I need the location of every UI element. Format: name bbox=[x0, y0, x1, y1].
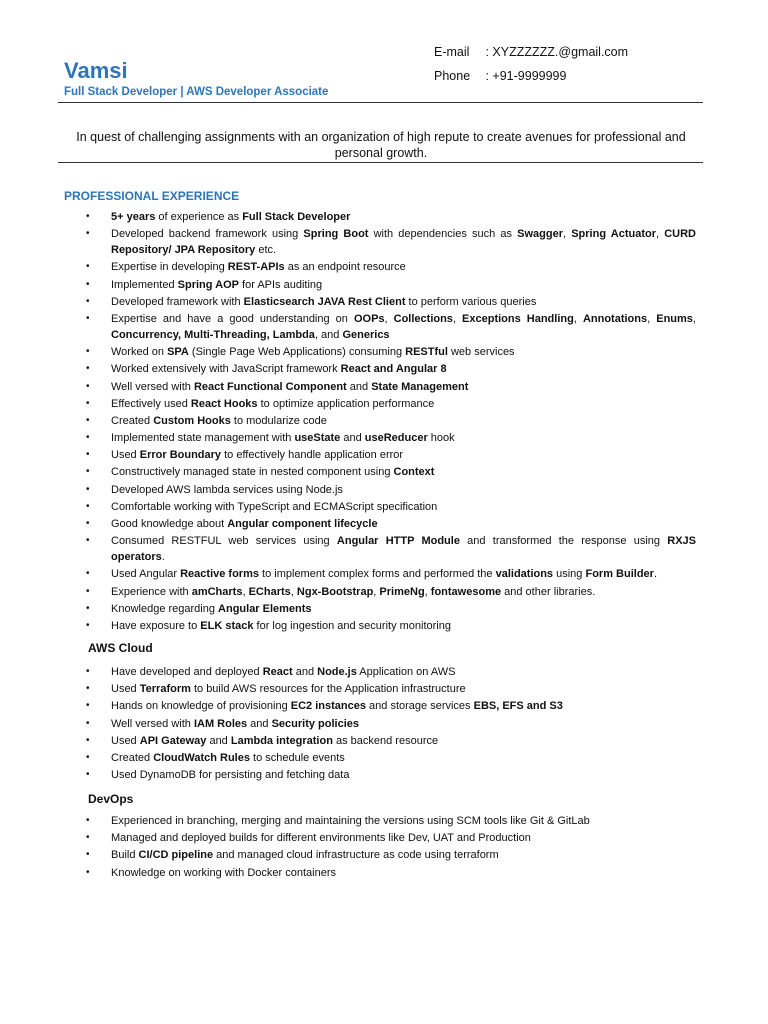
text: Used bbox=[111, 449, 140, 462]
bullet-item bbox=[0, 482, 696, 498]
contact-email bbox=[434, 45, 628, 59]
text: and managed cloud infrastructure as code using terraform bbox=[213, 849, 499, 862]
bullet-item bbox=[0, 566, 696, 582]
text: Developed backend framework using bbox=[111, 228, 304, 241]
bullet-item bbox=[0, 698, 696, 714]
text: Used Angular bbox=[111, 568, 181, 581]
bold-text: amCharts bbox=[191, 585, 243, 598]
bullet-item bbox=[0, 361, 696, 377]
bold-text: Spring Actuator bbox=[571, 228, 656, 241]
bold-text: React bbox=[262, 666, 293, 678]
text: , bbox=[692, 312, 696, 325]
devops-list bbox=[0, 813, 696, 882]
text: Have developed and deployed bbox=[111, 666, 263, 678]
text: Implemented bbox=[111, 278, 178, 291]
text: and bbox=[247, 717, 272, 730]
text: Effectively used bbox=[111, 397, 191, 410]
bullet-item bbox=[0, 464, 696, 480]
experience-heading: PROFESSIONAL EXPERIENCE bbox=[64, 189, 240, 203]
contact-phone bbox=[434, 69, 566, 83]
text: and bbox=[292, 666, 318, 678]
text: and storage services bbox=[365, 700, 474, 713]
bullet-item bbox=[0, 259, 696, 275]
bold-text: Terraform bbox=[139, 683, 191, 696]
bold-text: React Hooks bbox=[190, 397, 258, 410]
bullet-item bbox=[0, 379, 696, 395]
text: Knowledge on working with Docker containers bbox=[111, 866, 337, 879]
text: using bbox=[553, 568, 586, 581]
text: of experience as bbox=[155, 211, 243, 223]
text: Experienced in branching, merging and maintaining the versions using SCM tools like Git & GitLab bbox=[111, 815, 590, 827]
text: hook bbox=[427, 432, 455, 445]
bullet-item bbox=[0, 767, 696, 783]
text: Application on AWS bbox=[356, 666, 456, 678]
text: , bbox=[573, 312, 583, 325]
bold-text: Enums bbox=[656, 312, 693, 325]
text: as backend resource bbox=[332, 734, 439, 747]
phone-value: : +91-9999999 bbox=[485, 69, 567, 83]
bold-text: Reactive forms bbox=[180, 568, 259, 581]
bold-text: RXJS operators bbox=[111, 535, 696, 564]
text: , bbox=[384, 312, 394, 325]
text: , bbox=[452, 312, 463, 325]
text: Well versed with bbox=[111, 380, 194, 393]
bold-text: EBS, EFS and S3 bbox=[473, 700, 563, 713]
objective-statement: In quest of challenging assignments with an organization of high repute to create avenues for professional and personal growth. bbox=[76, 130, 686, 160]
bold-text: Exceptions Handling bbox=[462, 312, 574, 325]
bold-text: Custom Hooks bbox=[153, 414, 231, 427]
bold-text: useReducer bbox=[364, 432, 428, 445]
bold-text: 5+ years bbox=[111, 211, 156, 223]
bullet-item bbox=[0, 430, 696, 446]
bold-text: SPA bbox=[167, 346, 189, 359]
text: Worked on bbox=[111, 346, 168, 359]
bold-text: Context bbox=[393, 466, 435, 479]
text: . bbox=[161, 551, 165, 564]
objective-divider bbox=[58, 162, 703, 163]
text: Expertise in developing bbox=[111, 261, 228, 274]
bold-text: Spring Boot bbox=[303, 228, 369, 241]
text: to schedule events bbox=[249, 751, 345, 764]
text: with dependencies such as bbox=[368, 228, 518, 241]
bold-text: Concurrency, Multi-Threading, Lambda bbox=[111, 328, 315, 341]
bullet-item bbox=[0, 277, 696, 293]
text: , bbox=[562, 228, 572, 241]
bullet-item bbox=[0, 813, 696, 829]
text: for log ingestion and security monitoring bbox=[253, 619, 451, 632]
text: to implement complex forms and performed the bbox=[258, 568, 496, 581]
bullet-item bbox=[0, 681, 696, 697]
bullet-item bbox=[0, 533, 696, 565]
text: Build bbox=[111, 849, 139, 862]
text: to effectively handle application error bbox=[221, 449, 404, 462]
bold-text: REST-APIs bbox=[227, 261, 285, 274]
bullet-item bbox=[0, 733, 696, 749]
bullet-item bbox=[0, 716, 696, 732]
bullet-item bbox=[0, 396, 696, 412]
phone-label: Phone bbox=[434, 69, 471, 83]
bullet-item bbox=[0, 226, 696, 258]
text: , bbox=[647, 312, 657, 325]
text: , bbox=[424, 585, 431, 598]
text: web services bbox=[447, 346, 515, 359]
text: Comfortable working with TypeScript and ECMAScript specification bbox=[111, 500, 438, 513]
bullet-item bbox=[0, 516, 696, 532]
bullet-item bbox=[0, 294, 696, 310]
text: Hands on knowledge of provisioning bbox=[111, 700, 291, 713]
bullet-item bbox=[0, 865, 696, 881]
text: Good knowledge about bbox=[111, 518, 228, 530]
bold-text: IAM Roles bbox=[193, 717, 248, 730]
text: Have exposure to bbox=[111, 619, 201, 632]
bullet-item bbox=[0, 664, 696, 680]
text: Used bbox=[111, 734, 140, 747]
bullet-item bbox=[0, 344, 696, 360]
email-label: E-mail bbox=[434, 45, 470, 59]
text: , bbox=[656, 228, 665, 241]
bullet-item bbox=[0, 584, 696, 600]
text: as an endpoint resource bbox=[284, 261, 406, 274]
text: Worked extensively with JavaScript framework bbox=[111, 363, 341, 376]
bullet-item bbox=[0, 447, 696, 463]
bullet-item bbox=[0, 413, 696, 429]
text: , bbox=[242, 585, 249, 598]
text: to perform various queries bbox=[405, 295, 537, 308]
text: Developed framework with bbox=[111, 295, 244, 308]
bold-text: RESTful bbox=[405, 346, 448, 359]
experience-list bbox=[0, 209, 696, 635]
bold-text: Security policies bbox=[271, 717, 360, 730]
candidate-tagline: Full Stack Developer | AWS Developer Associate bbox=[64, 86, 329, 98]
text: Expertise and have a good understanding on bbox=[111, 312, 354, 325]
bold-text: OOPs bbox=[353, 312, 385, 325]
bold-text: Angular HTTP Module bbox=[336, 535, 460, 548]
bullet-item bbox=[0, 750, 696, 766]
bold-text: Swagger bbox=[517, 228, 563, 241]
aws-list bbox=[0, 664, 696, 784]
bullet-item bbox=[0, 311, 696, 343]
bold-text: Full Stack Developer bbox=[242, 211, 351, 223]
bold-text: Node.js bbox=[317, 666, 357, 678]
text: Constructively managed state in nested component using bbox=[111, 466, 394, 479]
bold-text: useState bbox=[294, 432, 341, 445]
bullet-item bbox=[0, 847, 696, 863]
bold-text: Elasticsearch JAVA Rest Client bbox=[243, 295, 406, 308]
bullet-item bbox=[0, 601, 696, 617]
bold-text: Angular Elements bbox=[218, 602, 312, 615]
candidate-name: Vamsi bbox=[64, 58, 128, 83]
text: , bbox=[373, 585, 380, 598]
bullet-item bbox=[0, 209, 696, 225]
text: Implemented state management with bbox=[111, 432, 295, 445]
text: Managed and deployed builds for different environments like Dev, UAT and Production bbox=[111, 832, 531, 845]
bold-text: React Functional Component bbox=[193, 380, 347, 393]
bold-text: React and Angular 8 bbox=[340, 363, 447, 376]
bold-text: validations bbox=[495, 568, 554, 581]
bold-text: Error Boundary bbox=[139, 449, 222, 462]
text: . bbox=[653, 568, 657, 581]
bold-text: EC2 instances bbox=[290, 700, 366, 713]
bold-text: Lambda integration bbox=[230, 734, 333, 747]
devops-heading: DevOps bbox=[88, 792, 134, 806]
text: Knowledge regarding bbox=[111, 602, 219, 615]
text: and bbox=[340, 432, 365, 445]
bullet-item bbox=[0, 618, 696, 634]
header-divider bbox=[58, 102, 703, 103]
bold-text: Annotations bbox=[582, 312, 648, 325]
text: Developed AWS lambda services using Node.js bbox=[111, 483, 343, 496]
email-value: : XYZZZZZZ.@gmail.com bbox=[485, 45, 629, 59]
bold-text: ELK stack bbox=[200, 619, 254, 632]
bold-text: CI/CD pipeline bbox=[138, 849, 214, 862]
text: , bbox=[290, 585, 297, 598]
text: to optimize application performance bbox=[257, 397, 435, 410]
text: for APIs auditing bbox=[238, 278, 323, 291]
bold-text: ECharts bbox=[248, 585, 291, 598]
text: Consumed RESTFUL web services using bbox=[111, 535, 337, 548]
bold-text: Form Builder bbox=[585, 568, 654, 581]
text: and bbox=[346, 380, 372, 393]
bold-text: Angular component lifecycle bbox=[227, 518, 378, 530]
text: to modularize code bbox=[230, 414, 327, 427]
bold-text: Spring AOP bbox=[177, 278, 239, 291]
text: and bbox=[206, 734, 231, 747]
bold-text: CURD Repository/ JPA Repository bbox=[111, 228, 696, 257]
bold-text: API Gateway bbox=[139, 734, 207, 747]
bold-text: Ngx-Bootstrap bbox=[296, 585, 374, 598]
text: and other libraries. bbox=[501, 585, 596, 598]
text: to build AWS resources for the Application infrastructure bbox=[190, 683, 466, 696]
text: Experience with bbox=[111, 585, 192, 598]
text: Well versed with bbox=[111, 717, 194, 730]
text: Created bbox=[111, 414, 154, 427]
bold-text: Generics bbox=[342, 328, 390, 341]
text: Used DynamoDB for persisting and fetching data bbox=[111, 769, 350, 782]
bold-text: PrimeNg bbox=[379, 585, 425, 598]
text: etc. bbox=[255, 244, 277, 257]
bullet-item bbox=[0, 830, 696, 846]
bold-text: Collections bbox=[393, 312, 453, 325]
aws-heading: AWS Cloud bbox=[88, 641, 153, 655]
bold-text: CloudWatch Rules bbox=[153, 751, 250, 764]
text: Used bbox=[111, 683, 140, 696]
text: Created bbox=[111, 751, 154, 764]
text: and transformed the response using bbox=[459, 535, 668, 548]
text: (Single Page Web Applications) consuming bbox=[188, 346, 406, 359]
bullet-item bbox=[0, 499, 696, 515]
bold-text: State Management bbox=[371, 380, 469, 393]
bold-text: fontawesome bbox=[430, 585, 502, 598]
text: , and bbox=[314, 328, 343, 341]
